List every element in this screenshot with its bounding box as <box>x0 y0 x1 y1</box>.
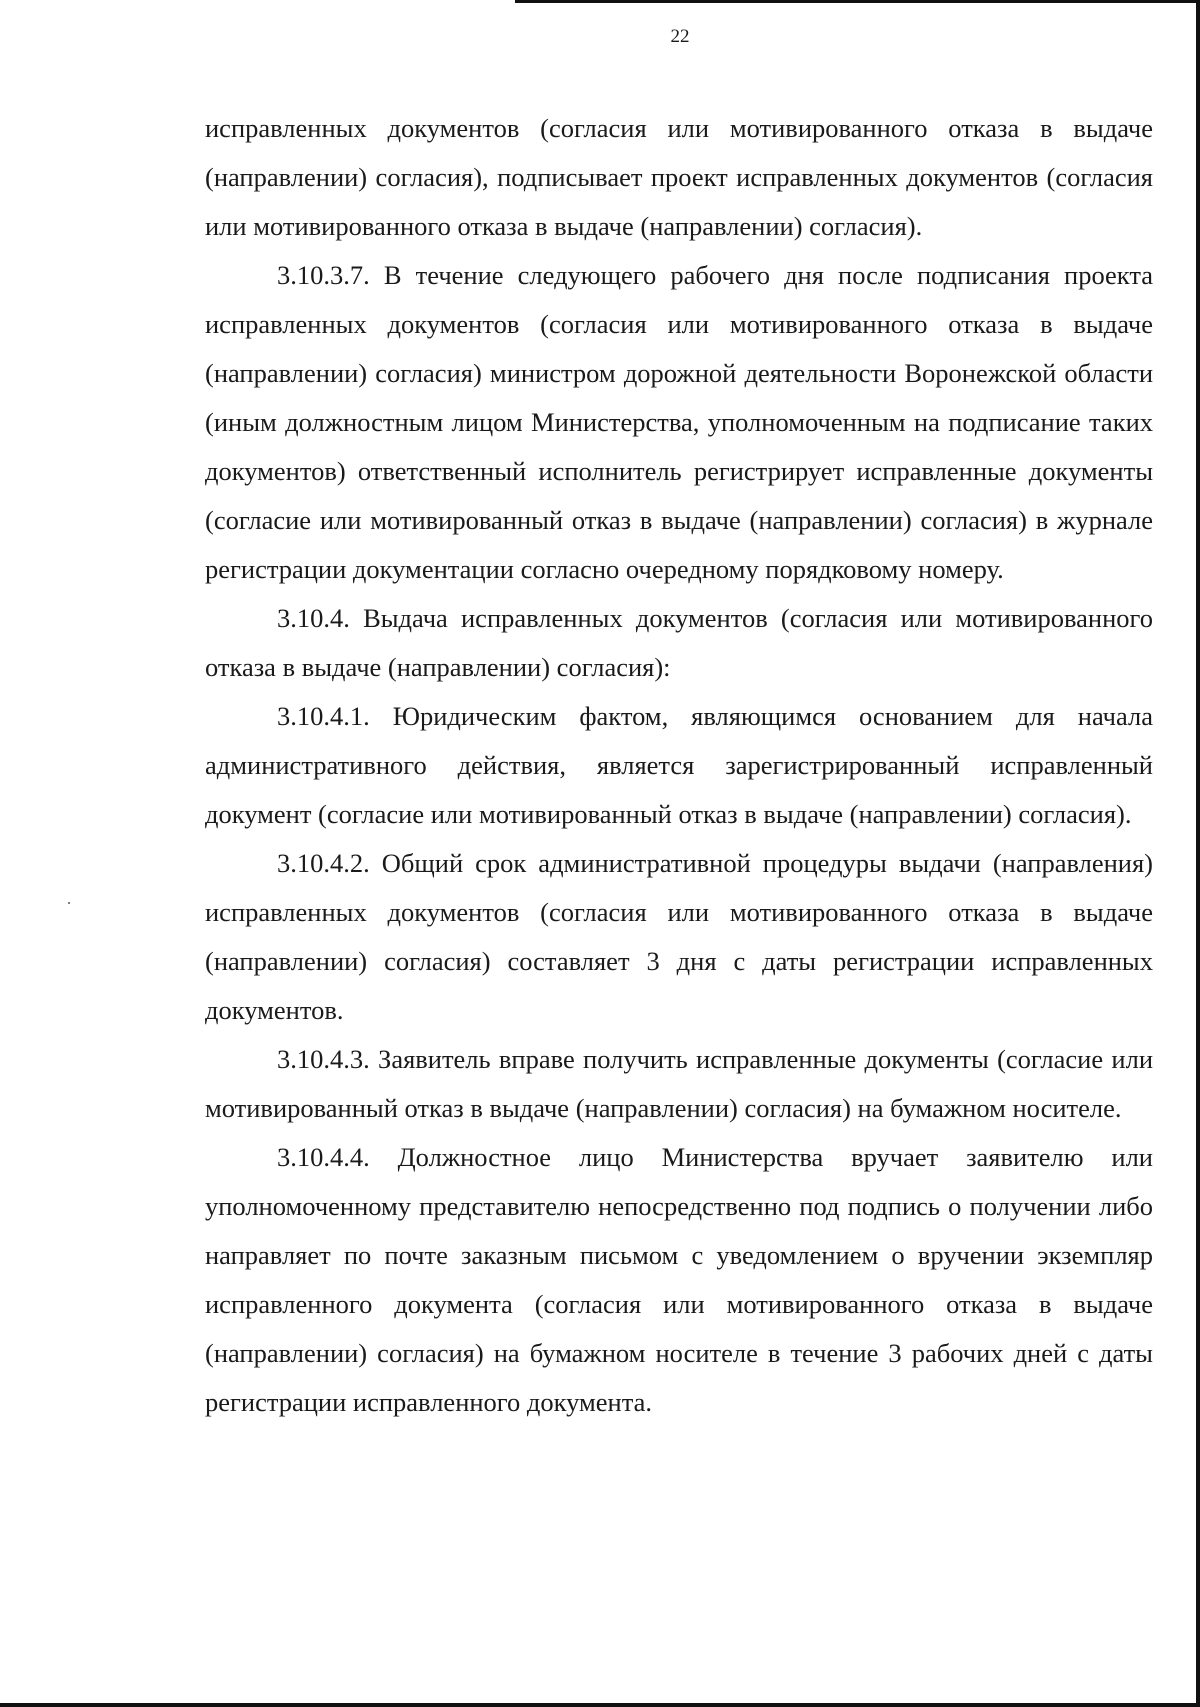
scan-border-right <box>1196 0 1200 1707</box>
scan-speck <box>68 902 70 904</box>
scan-border-top <box>515 0 1200 3</box>
paragraph-3-10-4-2: 3.10.4.2. Общий срок административной процедуры выдачи (направления) исправленных документов (согласия или мотивированного отказа в выдаче (направлении) согласия) составляет 3 дня с даты регистрации исправленных документов. <box>205 848 1153 1025</box>
paragraph-3-10-3-7: 3.10.3.7. В течение следующего рабочего дня после подписания проекта исправленных документов (согласия или мотивированного отказа в выдаче (направлении) согласия) министром дорожной деятельности Воронежской области (иным должностным лицом Министерства, уполномоченным на подписание таких документов) ответственный исполнитель регистрирует исправленные документы (согласие или мотивированный отказ в выдаче (направлении) согласия) в журнале регистрации документации согласно очередному порядковому номеру. <box>205 260 1153 584</box>
paragraph-3-10-4: 3.10.4. Выдача исправленных документов (согласия или мотивированного отказа в выдаче (направлении) согласия): <box>205 603 1153 682</box>
page-number: 22 <box>670 26 690 47</box>
document-body <box>205 104 1153 1427</box>
paragraph-3-10-4-3: 3.10.4.3. Заявитель вправе получить исправленные документы (согласие или мотивированный отказ в выдаче (направлении) согласия) на бумажном носителе. <box>205 1044 1153 1123</box>
paragraph-continuation: исправленных документов (согласия или мотивированного отказа в выдаче (направлении) согласия), подписывает проект исправленных документов (согласия или мотивированного отказа в выдаче (направлении) согласия). <box>205 113 1153 241</box>
paragraph-3-10-4-1: 3.10.4.1. Юридическим фактом, являющимся основанием для начала административного действия, является зарегистрированный исправленный документ (согласие или мотивированный отказ в выдаче (направлении) согласия). <box>205 701 1153 829</box>
scan-border-bottom <box>0 1703 1200 1707</box>
paragraph-3-10-4-4: 3.10.4.4. Должностное лицо Министерства вручает заявителю или уполномоченному представителю непосредственно под подпись о получении либо направляет по почте заказным письмом с уведомлением о вручении экземпляр исправленного документа (согласия или мотивированного отказа в выдаче (направлении) согласия) на бумажном носителе в течение 3 рабочих дней с даты регистрации исправленного документа. <box>205 1142 1153 1417</box>
